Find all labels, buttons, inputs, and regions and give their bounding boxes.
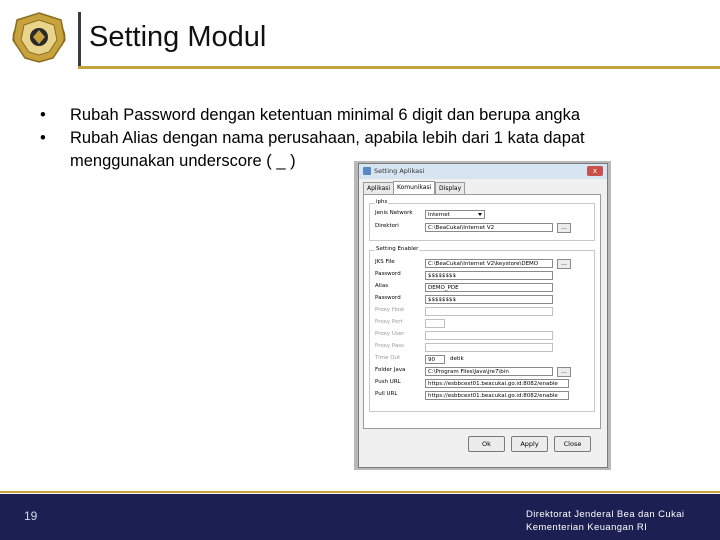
jenis-network-select[interactable] [425, 210, 485, 219]
footer-accent-line [0, 491, 720, 493]
browse-direktori-button[interactable]: ... [557, 223, 571, 233]
proxy-port-label: Proxy Port [375, 319, 403, 325]
ok-button[interactable]: Ok [468, 436, 505, 452]
pull-url-field[interactable]: https://esbbcext01.beacukai.go.id:8082/enable [425, 391, 569, 400]
password-field[interactable]: $$$$$$$$ [425, 271, 553, 280]
close-button[interactable]: Close [554, 436, 591, 452]
browse-jks-button[interactable]: ... [557, 259, 571, 269]
password2-field[interactable]: $$$$$$$$ [425, 295, 553, 304]
alias-field[interactable]: DEMO_PDE [425, 283, 553, 292]
proxy-user-field[interactable] [425, 331, 553, 340]
page-title: Setting Modul [89, 21, 267, 53]
direktori-field[interactable]: C:\BeaCukai\Internet V2 [425, 223, 553, 232]
bea-cukai-logo [9, 10, 69, 64]
pull-url-label: Pull URL [375, 391, 398, 397]
bullet-marker: • [40, 106, 46, 124]
jks-file-label: JKS File [375, 259, 395, 265]
tab-komunikasi[interactable]: Komunikasi [393, 181, 435, 194]
jks-file-field[interactable]: C:\BeaCukai\Internet V2\keystore\DEMO [425, 259, 553, 268]
chevron-down-icon [478, 213, 482, 216]
title-underline [78, 66, 720, 69]
group-label: iphs [376, 199, 388, 205]
proxy-pass-field[interactable] [425, 343, 553, 352]
tab-aplikasi[interactable]: Aplikasi [363, 182, 394, 194]
tab-display[interactable]: Display [435, 182, 465, 194]
footer-line-1: Direktorat Jenderal Bea dan Cukai [526, 509, 685, 520]
proxy-user-label: Proxy User [375, 331, 405, 337]
password2-label: Password [375, 295, 401, 301]
close-icon[interactable]: x [587, 166, 603, 176]
push-url-field[interactable]: https://esbbcext01.beacukai.go.id:8082/enable [425, 379, 569, 388]
page-number: 19 [24, 509, 38, 523]
bullet-text: Rubah Alias dengan nama perusahaan, apabila lebih dari 1 kata dapat menggunakan underscore ( _ ) [70, 129, 585, 170]
proxy-host-label: Proxy Host [375, 307, 405, 313]
title-divider [78, 12, 81, 66]
proxy-pass-label: Proxy Pass [375, 343, 404, 349]
jenis-network-label: Jenis Network [375, 210, 413, 216]
dialog-title-bar [359, 164, 607, 179]
folder-java-label: Folder Java [375, 367, 406, 373]
alias-label: Alias [375, 283, 389, 289]
bullet-item [40, 104, 680, 127]
app-icon [363, 167, 371, 175]
apply-button[interactable]: Apply [511, 436, 548, 452]
browse-java-button[interactable]: ... [557, 367, 571, 377]
footer-organization [526, 508, 684, 534]
bullet-text: Rubah Password dengan ketentuan minimal 6 digit dan berupa angka [70, 106, 581, 124]
group-iphs [369, 199, 595, 241]
proxy-port-field[interactable] [425, 319, 445, 328]
proxy-host-field[interactable] [425, 307, 553, 316]
footer-line-2: Kementerian Keuangan RI [526, 522, 648, 533]
time-out-field[interactable]: 90 [425, 355, 445, 364]
jenis-network-value: Internet [428, 212, 450, 218]
settings-dialog [358, 163, 608, 468]
direktori-label: Direktori [375, 223, 399, 229]
time-out-unit: detik [450, 356, 464, 362]
settings-screenshot [354, 161, 611, 470]
folder-java-field[interactable]: C:\Program Files\Java\jre7\bin [425, 367, 553, 376]
password-label: Password [375, 271, 401, 277]
tab-panel [363, 194, 601, 429]
dialog-title: Setting Aplikasi [374, 167, 425, 175]
time-out-label: Time Out [375, 355, 401, 361]
push-url-label: Push URL [375, 379, 401, 385]
bullet-marker: • [40, 129, 46, 147]
group-label: Setting Enabler [376, 246, 419, 252]
